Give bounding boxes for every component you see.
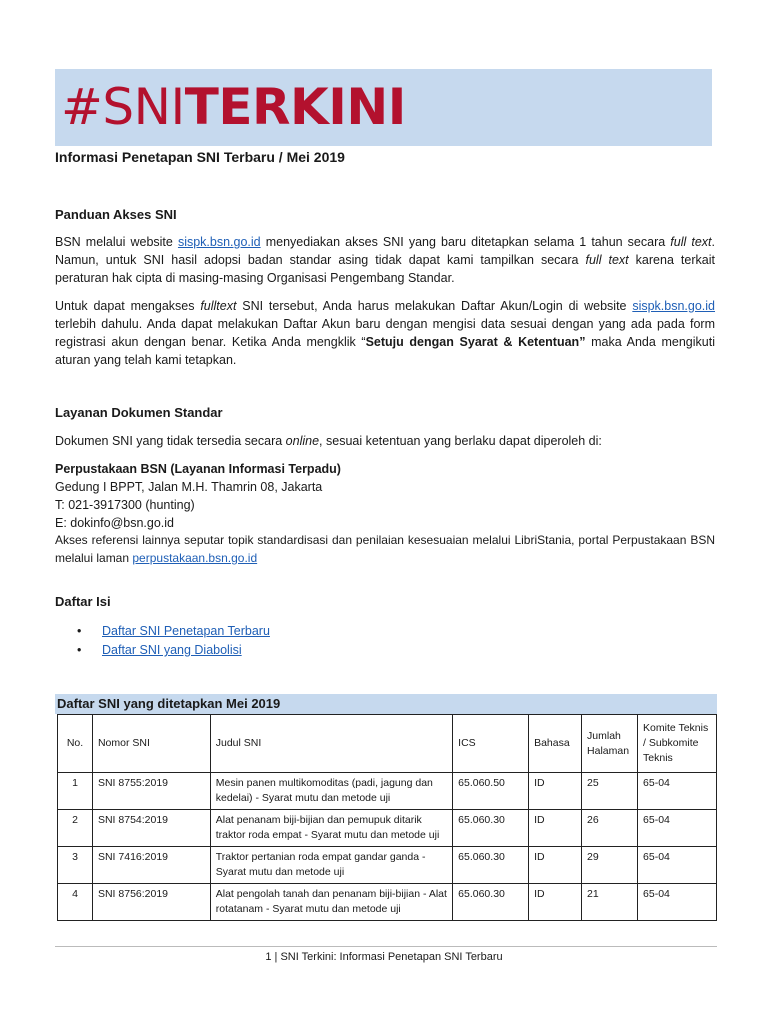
page-footer: 1 | SNI Terkini: Informasi Penetapan SNI Terbaru	[265, 951, 503, 963]
table-row	[58, 884, 717, 921]
cell-jumlah-halaman: 26	[582, 810, 638, 847]
header-judul-sni: Judul SNI	[210, 715, 452, 773]
page-subtitle: Informasi Penetapan SNI Terbaru / Mei 2019	[55, 149, 345, 165]
text: terlebih dahulu. Anda dapat melakukan Daftar Akun baru dengan mengisi data sesuai dengan yang ada pada form registrasi akun dengan benar. Ketika Anda mengklik “	[55, 317, 715, 349]
table-row	[58, 810, 717, 847]
cell-bahasa: ID	[529, 847, 582, 884]
sispk-link-2[interactable]: sispk.bsn.go.id	[632, 299, 716, 313]
header-nomor-sni: Nomor SNI	[92, 715, 210, 773]
cell-komite-teknis: 65-04	[638, 773, 717, 810]
emphasis: fulltext	[200, 299, 237, 313]
cell-jumlah-halaman: 29	[582, 847, 638, 884]
cell-ics: 65.060.30	[453, 847, 529, 884]
cell-nomor-sni: SNI 7416:2019	[92, 847, 210, 884]
cell-judul-sni: Mesin panen multikomoditas (padi, jagung dan kedelai) - Syarat mutu dan metode uji	[210, 773, 452, 810]
library-email: E: dokinfo@bsn.go.id	[55, 516, 175, 530]
toc-item	[77, 622, 270, 640]
text: Untuk dapat mengakses	[55, 299, 201, 313]
text: SNI tersebut, Anda harus melakukan Daftar Akun/Login di website	[236, 299, 633, 313]
paragraph-panduan-1	[55, 233, 715, 287]
cell-komite-teknis: 65-04	[638, 847, 717, 884]
cell-judul-sni: Traktor pertanian roda empat gandar ganda - Syarat mutu dan metode uji	[210, 847, 452, 884]
toc-link-penetapan[interactable]: Daftar SNI Penetapan Terbaru	[102, 624, 270, 638]
sispk-link[interactable]: sispk.bsn.go.id	[177, 235, 261, 249]
sni-table	[57, 714, 717, 921]
text: Akses referensi lainnya seputar topik standardisasi dan penilaian kesesuaian melalui LibriStania, portal Perpustakaan BSN melalui laman	[55, 533, 715, 565]
cell-no: 1	[58, 773, 93, 810]
cell-judul-sni: Alat pengolah tanah dan penanam biji-bijian - Alat rotatanam - Syarat mutu dan metode uji	[210, 884, 452, 921]
text: BSN melalui website	[55, 235, 178, 249]
header-ics: ICS	[453, 715, 529, 773]
text: karena terkait peraturan hak cipta di masing-masing Organisasi Pengembang Standar.	[55, 253, 715, 285]
bullet-icon: •	[77, 624, 82, 638]
cell-nomor-sni: SNI 8755:2019	[92, 773, 210, 810]
cell-ics: 65.060.30	[453, 810, 529, 847]
toc-link-diabolisi[interactable]: Daftar SNI yang Diabolisi	[102, 643, 242, 657]
cell-jumlah-halaman: 21	[582, 884, 638, 921]
banner-title-prefix: #SNI	[61, 78, 185, 136]
text: , sesuai ketentuan yang berlaku dapat diperoleh di:	[319, 434, 602, 448]
library-phone: T: 021-3917300 (hunting)	[55, 498, 195, 512]
emphasis: full text	[585, 253, 629, 267]
library-address: Gedung I BPPT, Jalan M.H. Thamrin 08, Jakarta	[55, 480, 323, 494]
text: Dokumen SNI yang tidak tersedia secara	[55, 434, 286, 448]
section-heading-layanan: Layanan Dokumen Standar	[55, 405, 223, 420]
footer-divider	[55, 946, 717, 947]
header-bahasa: Bahasa	[529, 715, 582, 773]
header-komite-teknis: Komite Teknis / Subkomite Teknis	[638, 715, 717, 773]
paragraph-layanan	[55, 432, 602, 450]
cell-komite-teknis: 65-04	[638, 810, 717, 847]
text: menyediakan akses SNI yang baru ditetapkan selama 1 tahun secara	[260, 235, 671, 249]
library-name: Perpustakaan BSN (Layanan Informasi Terpadu)	[55, 462, 341, 476]
cell-no: 3	[58, 847, 93, 884]
cell-bahasa: ID	[529, 773, 582, 810]
title-banner	[55, 69, 712, 146]
paragraph-referensi	[55, 531, 715, 567]
table-row	[58, 847, 717, 884]
cell-judul-sni: Alat penanam biji-bijian dan pemupuk ditarik traktor roda empat - Syarat mutu dan metode uji	[210, 810, 452, 847]
section-heading-daftar-isi: Daftar Isi	[55, 594, 111, 609]
bullet-icon: •	[77, 643, 82, 657]
cell-ics: 65.060.50	[453, 773, 529, 810]
banner-title	[61, 77, 406, 137]
cell-no: 2	[58, 810, 93, 847]
banner-title-highlight: TERKINI	[184, 78, 406, 136]
emphasis: full text	[670, 235, 712, 249]
cell-komite-teknis: 65-04	[638, 884, 717, 921]
cell-jumlah-halaman: 25	[582, 773, 638, 810]
cell-bahasa: ID	[529, 810, 582, 847]
text: . Namun, untuk SNI hasil adopsi badan standar asing tidak dapat kami tampilkan secara	[55, 235, 715, 267]
section-heading-panduan: Panduan Akses SNI	[55, 207, 177, 222]
strong-text: Setuju dengan Syarat & Ketentuan”	[365, 335, 586, 349]
cell-nomor-sni: SNI 8756:2019	[92, 884, 210, 921]
cell-nomor-sni: SNI 8754:2019	[92, 810, 210, 847]
cell-ics: 65.060.30	[453, 884, 529, 921]
perpustakaan-link[interactable]: perpustakaan.bsn.go.id	[132, 551, 258, 565]
toc-item	[77, 641, 242, 659]
header-no: No.	[58, 715, 93, 773]
emphasis: online	[285, 434, 320, 448]
table-caption: Daftar SNI yang ditetapkan Mei 2019	[55, 694, 717, 714]
table-header-row	[58, 715, 717, 773]
cell-bahasa: ID	[529, 884, 582, 921]
header-jumlah-halaman: Jumlah Halaman	[582, 715, 638, 773]
table-row	[58, 773, 717, 810]
text: maka Anda mengikuti aturan yang telah kami tetapkan.	[55, 335, 715, 367]
cell-no: 4	[58, 884, 93, 921]
paragraph-panduan-2	[55, 297, 715, 369]
